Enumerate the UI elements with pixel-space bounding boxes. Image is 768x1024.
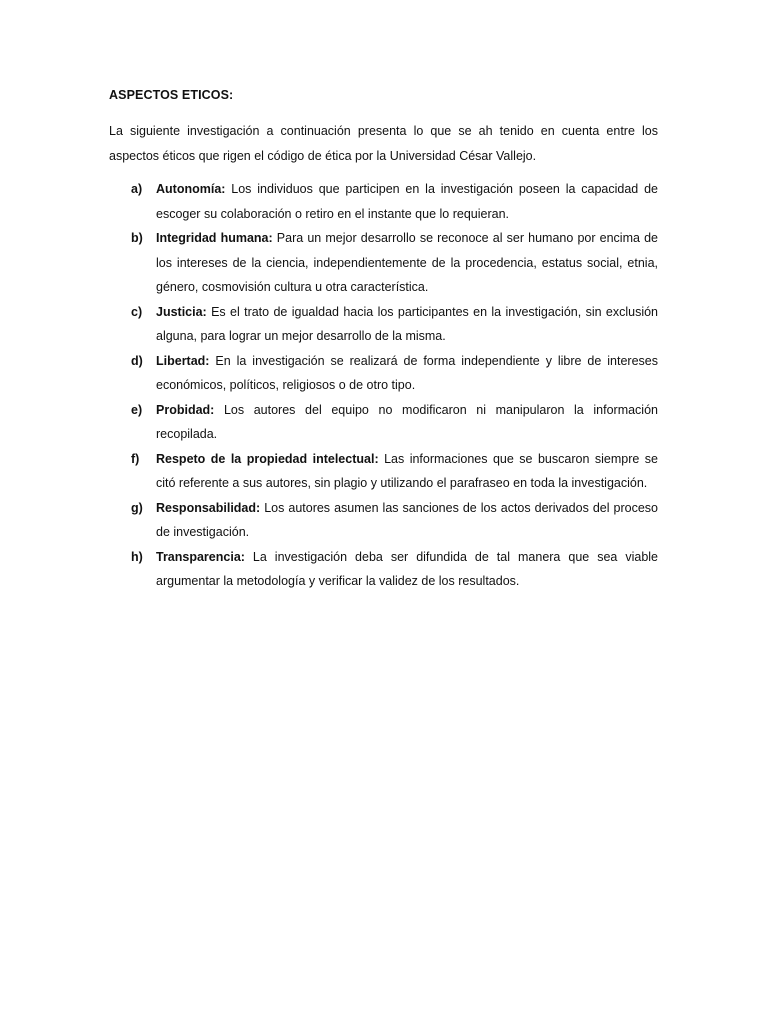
list-item-term: Libertad: bbox=[156, 353, 216, 368]
list-item-text: Las informaciones que se buscaron siempre se citó referente a sus autores, sin plagio y utilizando el parafraseo en toda la investigación. bbox=[156, 451, 658, 490]
list-item-probidad bbox=[109, 398, 658, 447]
list-item-term: Respeto de la propiedad intelectual: bbox=[156, 451, 385, 466]
list-item-term: Autonomía: bbox=[156, 182, 232, 196]
list-item-justicia bbox=[109, 300, 658, 349]
list-item-responsabilidad bbox=[109, 496, 658, 545]
list-item-letter: b) bbox=[131, 231, 143, 245]
list-item-letter: a) bbox=[131, 182, 143, 196]
list-item-term: Probidad: bbox=[156, 402, 224, 417]
list-item-term: Integridad humana: bbox=[156, 231, 277, 245]
ethics-list bbox=[109, 177, 658, 594]
list-item-term: Justicia: bbox=[156, 304, 212, 319]
list-item-text: Los autores del equipo no modificaron ni manipularon la información recopilada. bbox=[156, 402, 658, 441]
list-item-term: Transparencia: bbox=[156, 549, 253, 564]
list-item-text: Para un mejor desarrollo se reconoce al ser humano por encima de los intereses de la ciencia, independientemente de la procedencia, estatus social, etnia, género, cosmovisión cultura u otra característica. bbox=[156, 231, 658, 294]
list-item-letter: e) bbox=[131, 402, 143, 417]
list-item-letter: g) bbox=[131, 500, 143, 515]
list-item-text: Los autores asumen las sanciones de los actos derivados del proceso de investigación. bbox=[156, 500, 659, 539]
list-item-text: Es el trato de igualdad hacia los participantes en la investigación, sin exclusión alguna, para lograr un mejor desarrollo de la misma. bbox=[156, 304, 659, 343]
list-item-term: Responsabilidad: bbox=[156, 500, 265, 515]
list-item-text: Los individuos que participen en la investigación poseen la capacidad de escoger su colaboración o retiro en el instante que lo requieran. bbox=[156, 182, 658, 221]
list-item-text: La investigación deba ser difundida de tal manera que sea viable argumentar la metodología y verificar la validez de los resultados. bbox=[156, 549, 659, 588]
list-item-letter: d) bbox=[131, 353, 143, 368]
list-item-respeto-propiedad-intelectual bbox=[109, 447, 658, 496]
list-item-letter: f) bbox=[131, 451, 140, 466]
list-item-libertad bbox=[109, 349, 658, 398]
list-item-text: En la investigación se realizará de forma independiente y libre de intereses económicos, políticos, religiosos o de otro tipo. bbox=[156, 353, 658, 392]
list-item-transparencia bbox=[109, 545, 658, 594]
document-page bbox=[109, 86, 658, 594]
list-item-letter: h) bbox=[131, 549, 143, 564]
list-item-autonomia bbox=[109, 177, 658, 226]
list-item-integridad-humana bbox=[109, 226, 658, 300]
intro-paragraph: La siguiente investigación a continuación presenta lo que se ah tenido en cuenta entre los aspectos éticos que rigen el código de ética por la Universidad César Vallejo. bbox=[109, 124, 658, 163]
section-heading: ASPECTOS ETICOS: bbox=[109, 88, 234, 102]
list-item-letter: c) bbox=[131, 304, 143, 319]
